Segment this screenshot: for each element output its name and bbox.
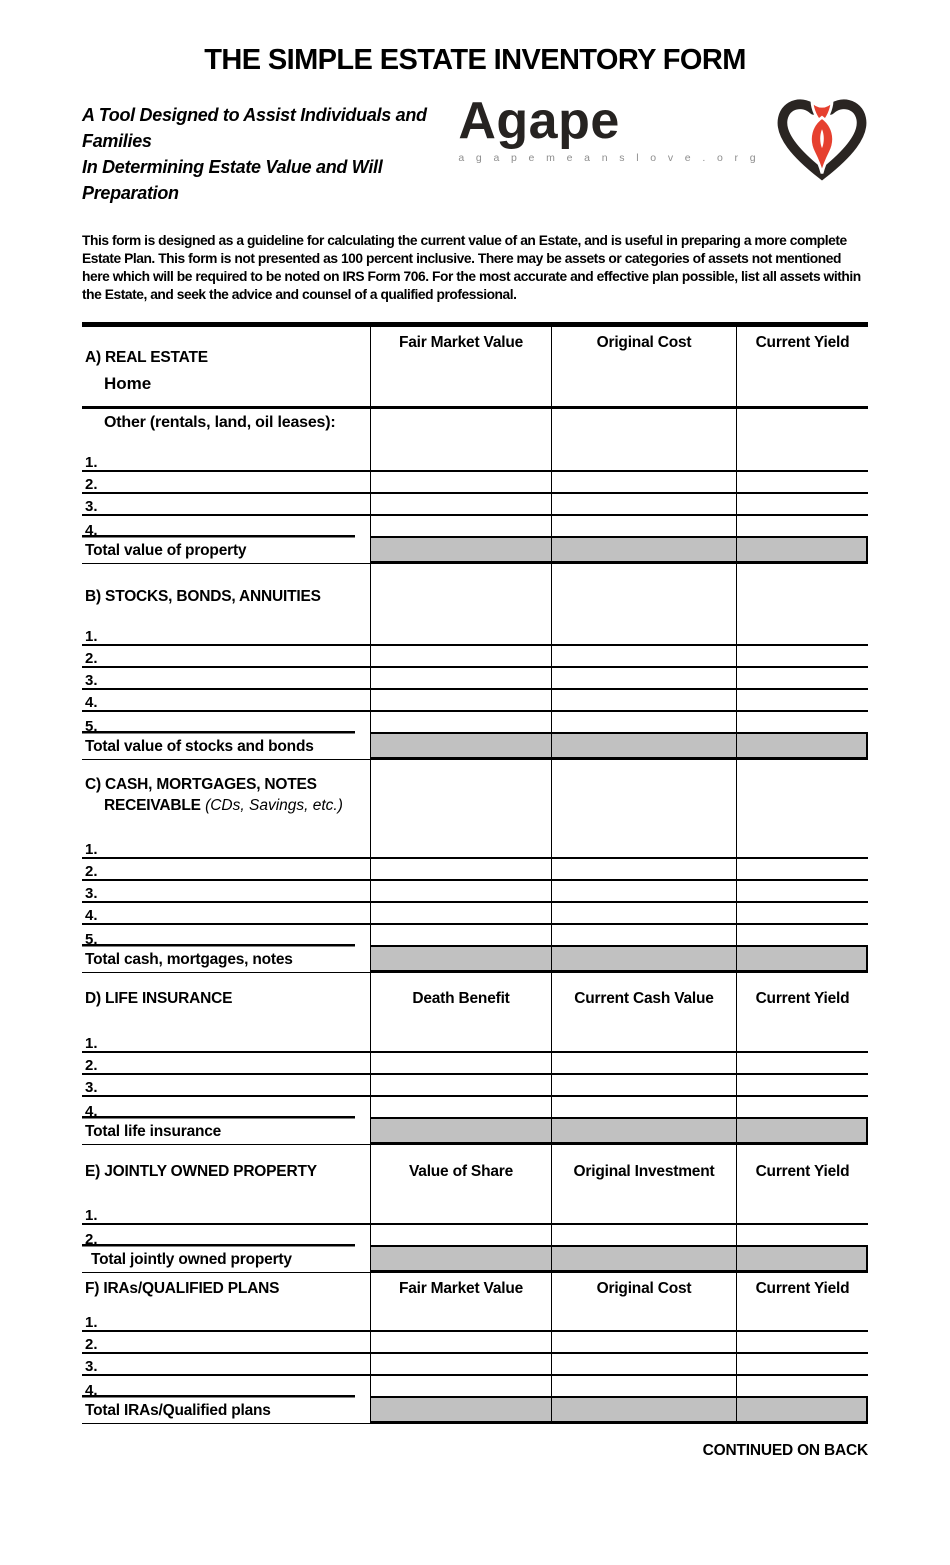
value-cell bbox=[370, 690, 551, 712]
section-c-total-row bbox=[82, 947, 868, 973]
row-number: 4. bbox=[82, 1376, 370, 1398]
row-number: 4. bbox=[82, 903, 370, 925]
column-header-death-benefit: Death Benefit bbox=[370, 973, 551, 1031]
value-cell bbox=[551, 516, 736, 538]
intro-paragraph: This form is designed as a guideline for calculating the current value of an Estate, and is useful in preparing a more complete Estate Plan. This form is not presented as 100 percent inclusive. There may be assets or categories of assets not mentioned here which will be required to be noted on IRS Form 706. For the most accurate and effective plan possible, list all assets within the Estate, and seek the advice and counsel of a qualified professional. bbox=[82, 233, 861, 302]
section-d-row-3 bbox=[82, 1075, 868, 1097]
value-cell bbox=[370, 903, 551, 925]
value-cell bbox=[736, 1097, 868, 1119]
total-value-cell bbox=[736, 1247, 868, 1273]
section-e-row-2 bbox=[82, 1225, 868, 1247]
section-e-row-1 bbox=[82, 1203, 868, 1225]
value-cell bbox=[370, 760, 551, 837]
subtitle-line-1: A Tool Designed to Assist Individuals and Families bbox=[82, 105, 427, 152]
total-value-cell bbox=[736, 947, 868, 973]
column-header-original-cost: Original Cost bbox=[551, 1273, 736, 1310]
value-cell bbox=[551, 925, 736, 947]
section-d-row-4 bbox=[82, 1097, 868, 1119]
value-cell bbox=[551, 881, 736, 903]
section-f-row-3 bbox=[82, 1354, 868, 1376]
value-cell bbox=[551, 494, 736, 516]
section-c-receivable-note: (CDs, Savings, etc.) bbox=[205, 796, 343, 814]
row-number: 1. bbox=[82, 1203, 370, 1225]
row-number: 2. bbox=[82, 1053, 370, 1075]
value-cell bbox=[370, 1075, 551, 1097]
value-cell bbox=[370, 837, 551, 859]
value-cell bbox=[551, 409, 736, 450]
section-b-total-row bbox=[82, 734, 868, 760]
value-cell bbox=[370, 646, 551, 668]
section-b-row-5 bbox=[82, 712, 868, 734]
value-cell bbox=[736, 760, 868, 837]
value-cell bbox=[370, 1031, 551, 1053]
row-number: 4. bbox=[82, 516, 370, 538]
value-cell bbox=[370, 668, 551, 690]
section-d-row-2 bbox=[82, 1053, 868, 1075]
value-cell bbox=[370, 409, 551, 450]
value-cell bbox=[736, 903, 868, 925]
value-cell bbox=[736, 564, 868, 624]
value-cell bbox=[551, 1075, 736, 1097]
page-title: THE SIMPLE ESTATE INVENTORY FORM bbox=[204, 44, 746, 76]
agape-website-text: a g a p e m e a n s l o v e . o r g bbox=[458, 151, 760, 164]
value-cell bbox=[370, 494, 551, 516]
section-c-row-4 bbox=[82, 903, 868, 925]
total-label: Total cash, mortgages, notes bbox=[82, 947, 370, 973]
total-value-cell bbox=[551, 538, 736, 564]
section-c-row-1 bbox=[82, 837, 868, 859]
value-cell bbox=[370, 1225, 551, 1247]
section-a-label-cell bbox=[82, 327, 370, 406]
value-cell bbox=[736, 925, 868, 947]
estate-inventory-table bbox=[82, 322, 868, 1424]
row-number: 3. bbox=[82, 668, 370, 690]
row-number: 2. bbox=[82, 646, 370, 668]
value-cell bbox=[551, 1310, 736, 1332]
section-f-header-row bbox=[82, 1273, 868, 1310]
value-cell bbox=[551, 624, 736, 646]
value-cell bbox=[370, 712, 551, 734]
agape-logo bbox=[458, 94, 868, 181]
value-cell bbox=[551, 1031, 736, 1053]
value-cell bbox=[736, 668, 868, 690]
section-f-label: F) IRAs/QUALIFIED PLANS bbox=[85, 1279, 280, 1297]
value-cell bbox=[736, 881, 868, 903]
column-header-fair-market-value: Fair Market Value bbox=[370, 1273, 551, 1310]
section-b-label-cell bbox=[82, 564, 370, 624]
section-b-row-1 bbox=[82, 624, 868, 646]
section-b-header-row bbox=[82, 564, 868, 624]
value-cell bbox=[551, 668, 736, 690]
total-label: Total value of property bbox=[82, 538, 370, 564]
row-number: 3. bbox=[82, 494, 370, 516]
row-number: 3. bbox=[82, 1354, 370, 1376]
section-c-row-5 bbox=[82, 925, 868, 947]
value-cell bbox=[736, 409, 868, 450]
value-cell bbox=[736, 690, 868, 712]
value-cell bbox=[370, 1310, 551, 1332]
value-cell bbox=[370, 1097, 551, 1119]
row-number: 2. bbox=[82, 859, 370, 881]
value-cell bbox=[551, 1376, 736, 1398]
value-cell bbox=[551, 1097, 736, 1119]
total-value-cell bbox=[736, 1119, 868, 1145]
value-cell bbox=[551, 859, 736, 881]
section-e-label: E) JOINTLY OWNED PROPERTY bbox=[85, 1162, 317, 1180]
section-a-header-row bbox=[82, 327, 868, 409]
value-cell bbox=[551, 760, 736, 837]
section-f-total-row bbox=[82, 1398, 868, 1424]
row-number: 5. bbox=[82, 925, 370, 947]
value-cell bbox=[551, 646, 736, 668]
section-a-home-label: Home bbox=[104, 373, 152, 393]
value-cell bbox=[370, 859, 551, 881]
value-cell bbox=[370, 450, 551, 472]
value-cell bbox=[370, 624, 551, 646]
value-cell bbox=[736, 624, 868, 646]
row-number: 3. bbox=[82, 881, 370, 903]
section-a-label: A) REAL ESTATE bbox=[85, 348, 208, 366]
column-header-fair-market-value: Fair Market Value bbox=[370, 327, 551, 406]
value-cell bbox=[551, 690, 736, 712]
value-cell bbox=[370, 516, 551, 538]
value-cell bbox=[736, 1031, 868, 1053]
section-c-receivable-label: RECEIVABLE bbox=[104, 796, 201, 814]
row-number: 1. bbox=[82, 1031, 370, 1053]
section-e-total-row bbox=[82, 1247, 868, 1273]
value-cell bbox=[551, 712, 736, 734]
value-cell bbox=[370, 1203, 551, 1225]
section-f-label-cell bbox=[82, 1273, 370, 1310]
column-header-value-of-share: Value of Share bbox=[370, 1145, 551, 1203]
section-e-label-cell bbox=[82, 1145, 370, 1203]
total-label: Total IRAs/Qualified plans bbox=[82, 1398, 370, 1424]
section-f-row-2 bbox=[82, 1332, 868, 1354]
row-number: 1. bbox=[82, 450, 370, 472]
section-d-label-cell bbox=[82, 973, 370, 1031]
column-header-current-yield: Current Yield bbox=[736, 1273, 868, 1310]
value-cell bbox=[736, 837, 868, 859]
total-label: Total jointly owned property bbox=[82, 1247, 370, 1273]
value-cell bbox=[736, 494, 868, 516]
section-c-label-cell bbox=[82, 760, 370, 837]
section-c-label-line2 bbox=[82, 797, 370, 815]
value-cell bbox=[736, 1376, 868, 1398]
row-number: 2. bbox=[82, 1332, 370, 1354]
section-f-row-4 bbox=[82, 1376, 868, 1398]
total-label: Total life insurance bbox=[82, 1119, 370, 1145]
row-number: 4. bbox=[82, 690, 370, 712]
section-e-header-row bbox=[82, 1145, 868, 1203]
total-value-cell bbox=[370, 1247, 551, 1273]
header-block bbox=[82, 94, 868, 206]
value-cell bbox=[551, 1225, 736, 1247]
row-number: 1. bbox=[82, 837, 370, 859]
section-b-label: B) STOCKS, BONDS, ANNUITIES bbox=[85, 587, 321, 605]
value-cell bbox=[736, 1354, 868, 1376]
total-value-cell bbox=[370, 538, 551, 564]
total-value-cell bbox=[551, 734, 736, 760]
section-f-row-1 bbox=[82, 1310, 868, 1332]
column-header-current-yield: Current Yield bbox=[736, 327, 868, 406]
value-cell bbox=[736, 450, 868, 472]
value-cell bbox=[551, 472, 736, 494]
total-label: Total value of stocks and bonds bbox=[82, 734, 370, 760]
value-cell bbox=[370, 1354, 551, 1376]
section-c-row-3 bbox=[82, 881, 868, 903]
total-value-cell bbox=[551, 1247, 736, 1273]
value-cell bbox=[736, 646, 868, 668]
total-value-cell bbox=[736, 538, 868, 564]
section-b-row-4 bbox=[82, 690, 868, 712]
total-value-cell bbox=[370, 1398, 551, 1424]
value-cell bbox=[370, 1376, 551, 1398]
value-cell bbox=[370, 564, 551, 624]
value-cell bbox=[370, 472, 551, 494]
value-cell bbox=[551, 837, 736, 859]
section-c-row-2 bbox=[82, 859, 868, 881]
section-a-row-1 bbox=[82, 450, 868, 472]
section-d-header-row bbox=[82, 973, 868, 1031]
value-cell bbox=[736, 472, 868, 494]
section-a-row-2 bbox=[82, 472, 868, 494]
value-cell bbox=[370, 1332, 551, 1354]
section-b-row-2 bbox=[82, 646, 868, 668]
value-cell bbox=[736, 1310, 868, 1332]
column-header-current-yield: Current Yield bbox=[736, 1145, 868, 1203]
value-cell bbox=[370, 1053, 551, 1075]
total-value-cell bbox=[370, 1119, 551, 1145]
value-cell bbox=[551, 903, 736, 925]
total-value-cell bbox=[551, 947, 736, 973]
value-cell bbox=[551, 450, 736, 472]
total-value-cell bbox=[736, 1398, 868, 1424]
value-cell bbox=[736, 1075, 868, 1097]
value-cell bbox=[736, 1332, 868, 1354]
section-a-row-4 bbox=[82, 516, 868, 538]
total-value-cell bbox=[551, 1398, 736, 1424]
value-cell bbox=[736, 1053, 868, 1075]
value-cell bbox=[551, 564, 736, 624]
row-number: 4. bbox=[82, 1097, 370, 1119]
row-number: 3. bbox=[82, 1075, 370, 1097]
row-number: 1. bbox=[82, 624, 370, 646]
value-cell bbox=[551, 1203, 736, 1225]
column-header-original-cost: Original Cost bbox=[551, 327, 736, 406]
section-a-other-row bbox=[82, 409, 868, 450]
total-value-cell bbox=[370, 947, 551, 973]
column-header-current-yield: Current Yield bbox=[736, 973, 868, 1031]
total-value-cell bbox=[736, 734, 868, 760]
form-subtitle bbox=[82, 94, 458, 206]
section-d-label: D) LIFE INSURANCE bbox=[85, 989, 233, 1007]
value-cell bbox=[551, 1053, 736, 1075]
section-a-other-label: Other (rentals, land, oil leases): bbox=[104, 413, 336, 431]
row-number: 2. bbox=[82, 472, 370, 494]
section-b-row-3 bbox=[82, 668, 868, 690]
value-cell bbox=[551, 1332, 736, 1354]
agape-wordmark: Agape bbox=[458, 92, 620, 150]
value-cell bbox=[370, 881, 551, 903]
column-header-original-investment: Original Investment bbox=[551, 1145, 736, 1203]
value-cell bbox=[736, 859, 868, 881]
subtitle-line-2: In Determining Estate Value and Will Preparation bbox=[82, 157, 383, 204]
value-cell bbox=[551, 1354, 736, 1376]
value-cell bbox=[370, 925, 551, 947]
section-c-header-row bbox=[82, 760, 868, 837]
row-number: 5. bbox=[82, 712, 370, 734]
section-d-row-1 bbox=[82, 1031, 868, 1053]
section-c-label: C) CASH, MORTGAGES, NOTES bbox=[85, 775, 317, 793]
section-d-total-row bbox=[82, 1119, 868, 1145]
total-value-cell bbox=[370, 734, 551, 760]
total-value-cell bbox=[551, 1119, 736, 1145]
row-number: 1. bbox=[82, 1310, 370, 1332]
column-header-current-cash-value: Current Cash Value bbox=[551, 973, 736, 1031]
value-cell bbox=[736, 1225, 868, 1247]
value-cell bbox=[736, 712, 868, 734]
value-cell bbox=[736, 516, 868, 538]
section-a-total-row bbox=[82, 538, 868, 564]
section-a-row-3 bbox=[82, 494, 868, 516]
value-cell bbox=[736, 1203, 868, 1225]
heart-fish-icon bbox=[776, 96, 868, 181]
row-number: 2. bbox=[82, 1225, 370, 1247]
continued-on-back-note: CONTINUED ON BACK bbox=[702, 1441, 868, 1459]
